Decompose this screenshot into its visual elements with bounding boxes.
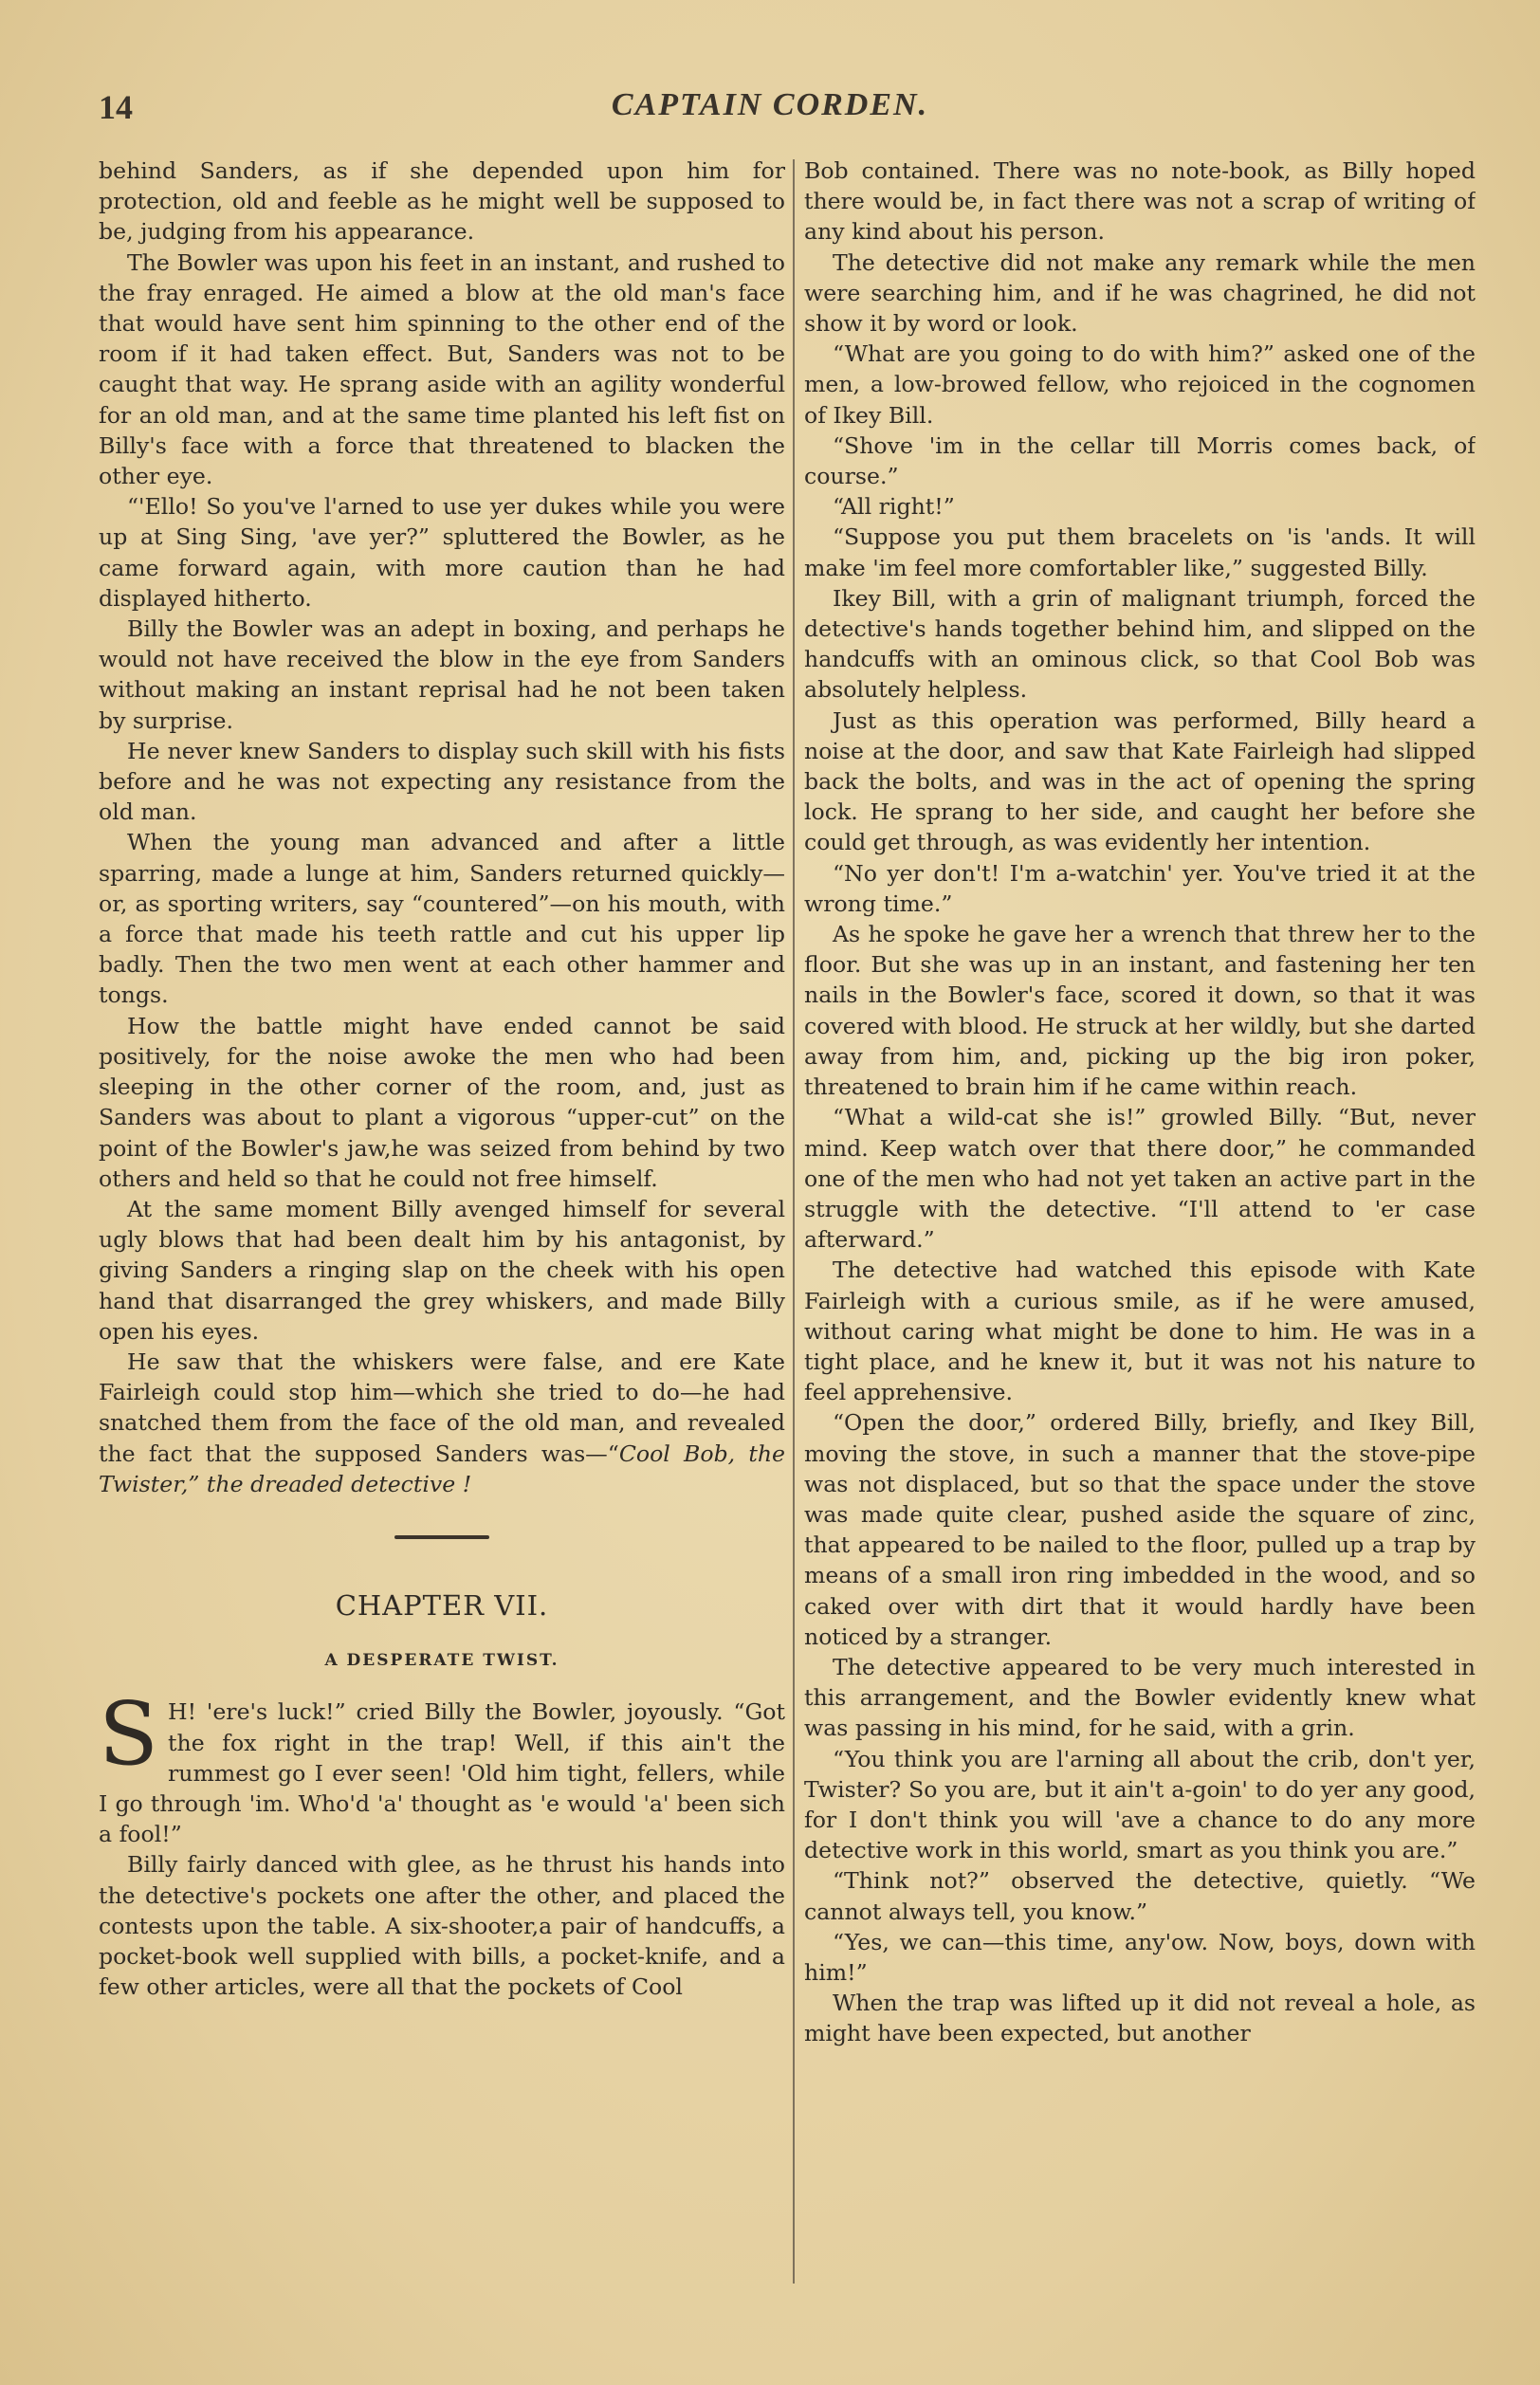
paragraph: “Open the door,” ordered Billy, briefly, and Ikey Bill, moving the stove, in such a manner that the stove-pipe was not displaced, but so that the space under the stove was made quite clear, pushed aside the square of zinc, that appeared to be nailed to the floor, pulled up a trap by means of a small iron ring imbedded in the wood, and so caked over with dirt that it would hardly have been noticed by a stranger. <box>804 1409 1476 1650</box>
paragraph: Bob contained. There was no note-book, as Billy hoped there would be, in fact there was not a scrap of writing of any kind about his person. <box>804 157 1476 246</box>
chapter-title: CHAPTER VII. <box>335 1588 549 1622</box>
paragraph: “Think not?” observed the detective, quietly. “We cannot always tell, you know.” <box>804 1867 1476 1925</box>
drop-cap: S <box>99 1683 159 1786</box>
page-number: 14 <box>99 88 133 126</box>
paragraph: He never knew Sanders to display such skill with his fists before and he was not expecting any resistance from the old man. <box>99 737 785 826</box>
paragraph: “Suppose you put them bracelets on 'is 'ands. It will make 'im feel more comfortabler like,” suggested Billy. <box>804 523 1476 581</box>
left-column <box>99 156 785 2337</box>
paragraph: The Bowler was upon his feet in an instant, and rushed to the fray enraged. He aimed a blow at the old man's face that would have sent him spinning to the other end of the room if it had taken effect. But, Sanders was not to be caught that way. He sprang aside with an agility wonderful for an old man, and at the same time planted his left fist on Billy's face with a force that threatened to blacken the other eye. <box>99 248 785 490</box>
reveal-italic-text: Cool Bob, the Twister,” the dreaded detective ! <box>99 1440 785 1497</box>
paragraph: “You think you are l'arning all about the crib, don't yer, Twister? So you are, but it ain't a-goin' to do yer any good, for I don't think you will 'ave a chance to do any more detective work in this world, smart as you think you are.” <box>804 1745 1476 1864</box>
chapter-opening-text: H! 'ere's luck!” cried Billy the Bowler, joyously. “Got the fox right in the trap! Well, if this ain't the rummest go I ever seen! 'Old him tight, fellers, while I go through 'im. Who'd 'a' thought as 'e would 'a' been sich a fool!” <box>99 1698 785 1848</box>
paragraph: The detective appeared to be very much interested in this arrangement, and the Bowler evidently knew what was passing in his mind, for he said, with a grin. <box>804 1653 1476 1742</box>
chapter-subtitle: A DESPERATE TWIST. <box>324 1651 559 1671</box>
paragraph: “What a wild-cat she is!” growled Billy. “But, never mind. Keep watch over that there door,” he commanded one of the men who had not yet taken an active part in the struggle with the detective. “I'll attend to 'er case afterward.” <box>804 1104 1476 1254</box>
page-header <box>0 87 1540 125</box>
reveal-paragraph <box>99 1347 785 1499</box>
right-column <box>804 156 1476 2337</box>
paragraph: Ikey Bill, with a grin of malignant triumph, forced the detective's hands together behind him, and slipped on the handcuffs with an ominous click, so that Cool Bob was absolutely helpless. <box>804 584 1476 704</box>
paragraph: “Yes, we can—this time, any'ow. Now, boys, down with him!” <box>804 1928 1476 1986</box>
paragraph: Just as this operation was performed, Billy heard a noise at the door, and saw that Kate Fairleigh had slipped back the bolts, and was in the act of opening the spring lock. He sprang to her side, and caught her before she could get through, as was evidently her intention. <box>804 706 1476 856</box>
chapter-opening-paragraph <box>99 1683 785 1849</box>
paragraph: Billy the Bowler was an adept in boxing, and perhaps he would not have received the blow in the eye from Sanders without making an instant reprisal had he not been taken by surprise. <box>99 615 785 734</box>
paragraph: “All right!” <box>833 493 955 521</box>
paragraph: “'Ello! So you've l'arned to use yer dukes while you were up at Sing Sing, 'ave yer?” spluttered the Bowler, as he came forward again, with more caution than he had displayed hitherto. <box>99 493 785 612</box>
paragraph: As he spoke he gave her a wrench that threw her to the floor. But she was up in an instant, and fastening her ten nails in the Bowler's face, scored it down, so that it was covered with blood. He struck at her wildly, but she darted away from him, and, picking up the big iron poker, threatened to brain him if he came within reach. <box>804 921 1476 1101</box>
running-title: CAPTAIN CORDEN. <box>611 87 929 122</box>
paragraph: How the battle might have ended cannot be said positively, for the noise awoke the men who had been sleeping in the other corner of the room, and, just as Sanders was about to plant a vigorous “upper-cut” on the point of the Bowler's jaw,he was seized from behind by two others and held so that he could not free himself. <box>99 1012 785 1192</box>
paragraph: “What are you going to do with him?” asked one of the men, a low-browed fellow, who rejoiced in the cognomen of Ikey Bill. <box>804 340 1476 429</box>
reveal-text: He saw that the whiskers were false, and ere Kate Fairleigh could stop him—which she tried to do—he had snatched them from the face of the old man, and revealed the fact that the supposed Sanders was—“ <box>99 1348 785 1467</box>
paragraph: When the trap was lifted up it did not reveal a hole, as might have been expected, but another <box>804 1990 1476 2047</box>
paragraph: behind Sanders, as if she depended upon him for protection, old and feeble as he might well be supposed to be, judging from his appearance. <box>99 157 785 246</box>
paragraph: The detective did not make any remark while the men were searching him, and if he was chagrined, he did not show it by word or look. <box>804 248 1476 338</box>
paragraph: At the same moment Billy avenged himself for several ugly blows that had been dealt him by his antagonist, by giving Sanders a ringing slap on the cheek with his open hand that disarranged the grey whiskers, and made Billy open his eyes. <box>99 1195 785 1345</box>
section-divider <box>394 1535 489 1539</box>
column-divider <box>793 159 795 2284</box>
paragraph: Billy fairly danced with glee, as he thrust his hands into the detective's pockets one after the other, and placed the contests upon the table. A six-shooter,a pair of handcuffs, a pocket-book well supplied with bills, a pocket-knife, and a few other articles, were all that the pockets of Cool <box>99 1851 785 2001</box>
paragraph: The detective had watched this episode with Kate Fairleigh with a curious smile, as if he were amused, without caring what might be done to him. He was in a tight place, and he knew it, but it was not his nature to feel apprehensive. <box>804 1257 1476 1406</box>
paragraph: “Shove 'im in the cellar till Morris comes back, of course.” <box>804 431 1476 490</box>
paragraph: “No yer don't! I'm a-watchin' yer. You've tried it at the wrong time.” <box>804 859 1476 917</box>
paragraph: When the young man advanced and after a little sparring, made a lunge at him, Sanders returned quickly—or, as sporting writers, say “countered”—on his mouth, with a force that made his teeth rattle and cut his upper lip badly. Then the two men went at each other hammer and tongs. <box>99 829 785 1009</box>
